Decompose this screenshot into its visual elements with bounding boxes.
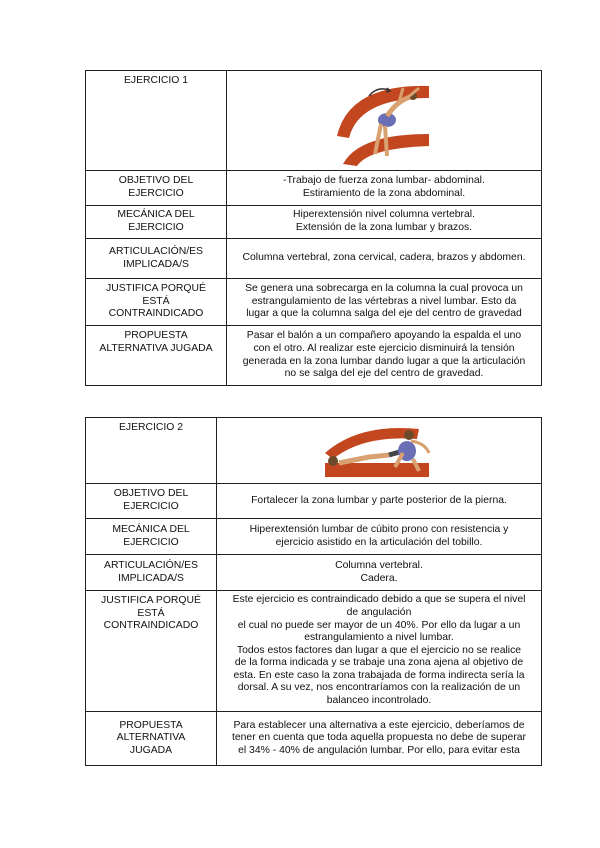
exercise-figure-2-illustration (319, 423, 439, 479)
exercise-1-mechanics-value: Hiperextensión nivel columna vertebral. Extensión de la zona lumbar y brazos. (227, 206, 542, 239)
exercise-2-joints-value: Columna vertebral. Cadera. (217, 555, 542, 591)
exercise-2-alternative-value: Para establecer una alternativa a este ejercicio, deberíamos de tener en cuenta que toda aquella propuesta no debe de superar el 34% - 40% de angulación lumbar. Por ello, para evitar esta (217, 712, 542, 766)
exercise-1-alternative-label: PROPUESTA ALTERNATIVA JUGADA (86, 326, 227, 386)
exercise-1-objective-value: -Trabajo de fuerza zona lumbar- abdominal. Estiramiento de la zona abdominal. (227, 171, 542, 206)
exercise-2-alternative-label: PROPUESTA ALTERNATIVA JUGADA (86, 712, 217, 766)
exercise-2-image-cell (217, 418, 542, 484)
exercise-figure-1-illustration (329, 76, 439, 166)
exercise-1-objective-label: OBJETIVO DEL EJERCICIO (86, 171, 227, 206)
exercise-1-justification-value: Se genera una sobrecarga en la columna la cual provoca un estrangulamiento de las vértebras a nivel lumbar. Esto da lugar a que la columna salga del eje del centro de gravedad (227, 279, 542, 326)
exercise-2-mechanics-value: Hiperextensión lumbar de cúbito prono con resistencia y ejercicio asistido en la articulación del tobillo. (217, 519, 542, 555)
exercise-2-title: EJERCICIO 2 (86, 418, 217, 484)
exercise-1-alternative-value: Pasar el balón a un compañero apoyando la espalda el uno con el otro. Al realizar este ejercicio disminuirá la tensión generada en la zona lumbar dando lugar a que la articulación no se salga del eje del centro de gravedad. (227, 326, 542, 386)
exercise-2-table (85, 417, 542, 766)
exercise-1-joints-value: Columna vertebral, zona cervical, cadera, brazos y abdomen. (227, 239, 542, 279)
exercise-1-mechanics-label: MECÁNICA DEL EJERCICIO (86, 206, 227, 239)
exercise-2-justification-value: Este ejercicio es contraindicado debido a que se supera el nivel de angulación el cual no puede ser mayor de un 40%. Por ello da lugar a un estrangulamiento a nivel lumbar. Todos estos factores dan lugar a que el ejercicio no se realice de la forma indicada y se trabaje una zona ajena al objetivo de esta. En este caso la zona trabajada de forma indirecta sería la dorsal. A su vez, nos encontraríamos con la realización de un balanceo incontrolado. (217, 591, 542, 712)
exercise-2-mechanics-label: MECÁNICA DEL EJERCICIO (86, 519, 217, 555)
exercise-2-justification-label: JUSTIFICA PORQUÉ ESTÁ CONTRAINDICADO (86, 591, 217, 712)
exercise-1-joints-label: ARTICULACIÓN/ES IMPLICADA/S (86, 239, 227, 279)
exercise-1-table (85, 70, 542, 386)
exercise-2-objective-label: OBJETIVO DEL EJERCICIO (86, 484, 217, 519)
exercise-1-title: EJERCICIO 1 (86, 71, 227, 171)
exercise-1-image-cell (227, 71, 542, 171)
exercise-1-justification-label: JUSTIFICA PORQUÉ ESTÁ CONTRAINDICADO (86, 279, 227, 326)
exercise-2-objective-value: Fortalecer la zona lumbar y parte posterior de la pierna. (217, 484, 542, 519)
exercise-2-joints-label: ARTICULACIÓN/ES IMPLICADA/S (86, 555, 217, 591)
